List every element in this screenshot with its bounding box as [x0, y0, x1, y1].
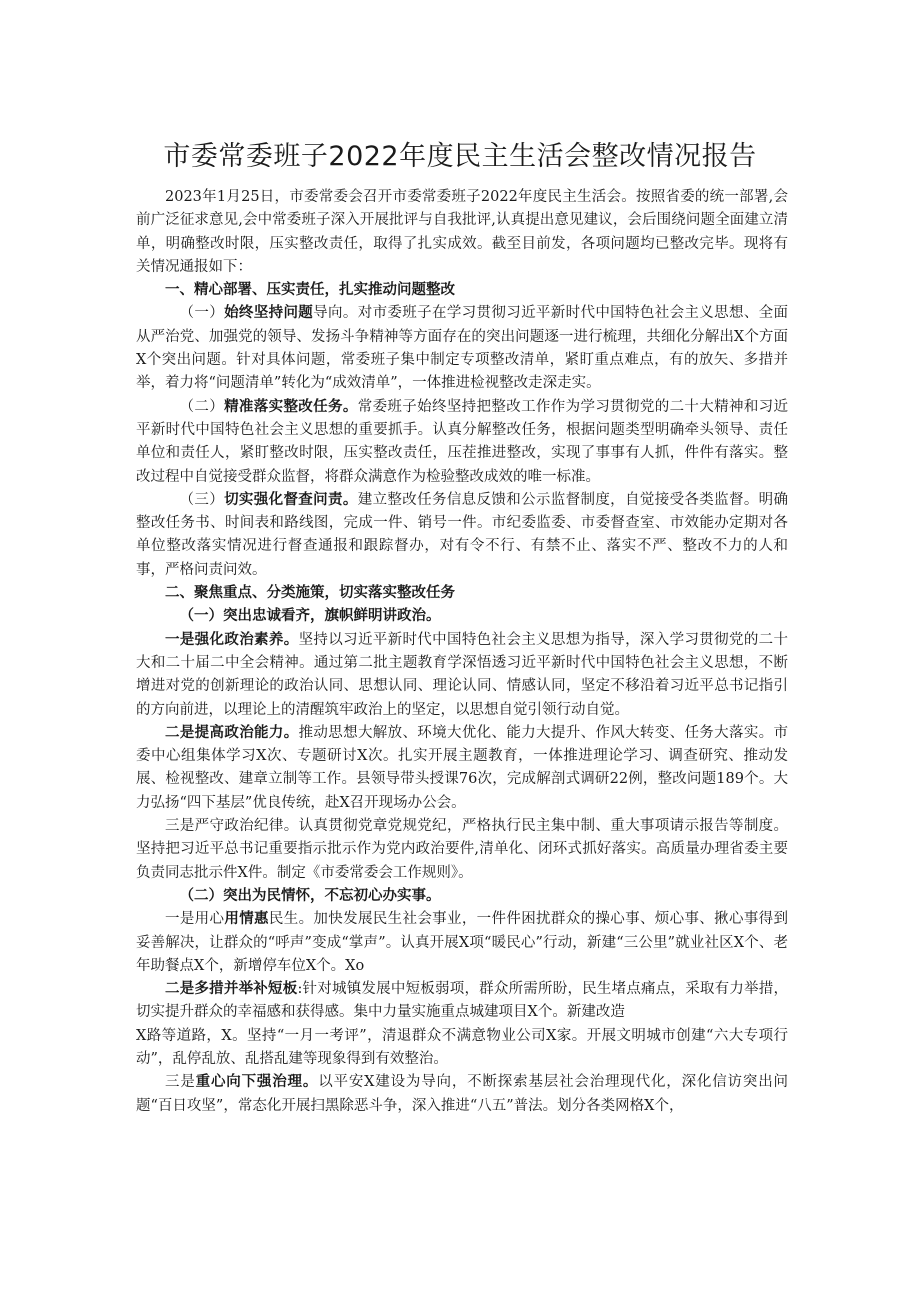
paragraph-lead: 一是强化政治素养。	[165, 631, 299, 648]
paragraph-text: 推动思想大解放、环境大优化、能力大提升、作风大转变、任务大落实。市委中心组集体学习X次、专题研讨X次。扎实开展主题教育，一体推进理论学习、调查研究、推动发展、检视整改、建章立制等工作。县领导带头授课76次，完成解剖式调研22例，整改问题189个。大力弘扬“四下基层”优良传统，赴X召开现场办公会。	[136, 724, 789, 811]
section-heading-1: 一、精心部署、压实责任，扎实推动问题整改	[165, 282, 455, 299]
paragraph-2-1-c: 三是严守政治纪律。认真贯彻党章党规党纪，严格执行民主集中制、重大事项请示报告等制度。坚持把习近平总书记重要指示批示作为党内政治要件,清单化、闭环式抓好落实。高质量办理省委主要负责同志批示件X件。制定《市委常委会工作规则》。	[136, 818, 788, 881]
paragraph-prefix: （二）	[179, 398, 225, 415]
paragraph-text: 坚持以习近平新时代中国特色社会主义思想为指导，深入学习贯彻党的二十大和二十届二中全会精神。通过第二批主题教育学深悟透习近平新时代中国特色社会主义思想，不断增进对党的创新理论的政治认同、思想认同、理论认同、情感认同，坚定不移沿着习近平总书记指引的方向前进，以理论上的清醒筑牢政治上的坚定，以思想自觉引领行动自觉。	[136, 631, 789, 718]
paragraph-prefix: （三）	[179, 491, 225, 508]
paragraph-lead: 精准落实整改任务。	[224, 398, 358, 415]
subsection-heading-2-1: （一）突出忠诚看齐，旗帜鲜明讲政治。	[179, 608, 441, 625]
paragraph-lead: 二是多措并举补短板	[165, 981, 298, 998]
paragraph-text: 以平安X建设为导向，不断探索基层社会治理现代化，深化信访突出问题“百日攻坚”，常态化开展扫黑除恶斗争，深入推进“八五”普法。划分各类网格X个，	[136, 1074, 789, 1114]
paragraph-prefix: 三是	[165, 1074, 196, 1091]
paragraph-text: 常委班子始终坚持把整改工作作为学习贯彻党的二十大精神和习近平新时代中国特色社会主义思想的重要抓手。认真分解整改任务，根据问题类型明确牵头领导、责任单位和责任人，紧盯整改时限，压实整改责任，压茬推进整改，实现了事事有人抓，件件有落实。整改过程中自觉接受群众监督，将群众满意作为检验整改成效的唯一标准。	[136, 398, 789, 485]
section-heading-2: 二、聚焦重点、分类施策，切实落实整改任务	[165, 585, 455, 602]
paragraph-2-1-a	[136, 629, 788, 722]
intro-paragraph: 2023年1月25日，市委常委会召开市委常委班子2022年度民主生活会。按照省委的统一部署,会前广泛征求意见,会中常委班子深入开展批评与自我批评,认真提出意见建议，会后围绕问题全面建立清单，明确整改时限，压实整改责任，取得了扎实成效。截至目前发，各项问题均已整改完毕。现将有关情况通报如下：	[136, 189, 788, 275]
paragraph-2-2-d	[136, 908, 788, 978]
paragraph-2-2-f	[136, 1071, 788, 1118]
paragraph-lead: 重心向下强治理。	[195, 1074, 319, 1091]
paragraph-prefix: （一）	[179, 305, 225, 322]
paragraph-text: 民生。加快发展民生社会事业，一件件困扰群众的操心事、烦心事、揪心事得到妥善解决，让群众的“呼声”变成“掌声”。认真开展X项“暖民心”行动，新建“三公里”就业社区X个、老年助餐点X个，新增停车位X个。Xo	[136, 911, 789, 974]
paragraph-1-3	[136, 489, 788, 582]
paragraph-lead: 二是提高政治能力。	[165, 724, 299, 741]
paragraph-lead: 切实强化督查问责。	[224, 491, 358, 508]
paragraph-text: 建立整改任务信息反馈和公示监督制度，自觉接受各类监督。明确整改任务书、时间表和路线图，完成一件、销号一件。市纪委监委、市委督查室、市效能办定期对各单位整改落实情况进行督查通报和跟踪督办，对有令不行、有禁不止、落实不严、整改不力的人和事，严格问责问效。	[136, 491, 789, 578]
paragraph-2-2-e	[136, 978, 788, 1025]
paragraph-lead: 始终坚持问题	[224, 305, 314, 322]
paragraph-text: :针对城镇发展中短板弱项，群众所需所盼，民生堵点痛点，采取有力举措，切实提升群众的幸福感和获得感。集中力量实施重点城建项目X个。新建改造	[136, 981, 788, 1021]
paragraph-1-2	[136, 396, 788, 489]
subsection-heading-2-2: （二）突出为民情怀，不忘初心办实事。	[179, 887, 441, 904]
paragraph-1-1	[136, 302, 788, 395]
document-body	[136, 186, 788, 1118]
paragraph-text: 导向。对市委班子在学习贯彻习近平新时代中国特色社会主义思想、全面从严治党、加强党的领导、发扬斗争精神等方面存在的突出问题逐一进行梳理，共细化分解出X个方面X个突出问题。针对具体问题，常委班子集中制定专项整改清单，紧盯重点难点，有的放矢、多措并举，着力将“问题清单”转化为“成效清单”，一体推进检视整改走深走实。	[136, 305, 789, 392]
document-title: 市委常委班子2022年度民主生活会整改情况报告	[163, 141, 757, 172]
paragraph-2-2-e-continued: X路等道路，X。坚持“一月一考评”，清退群众不满意物业公司X家。开展文明城市创建“六大专项行动”，乱停乱放、乱搭乱建等现象得到有效整治。	[136, 1027, 788, 1067]
paragraph-2-1-b	[136, 722, 788, 815]
paragraph-lead: 用情惠	[224, 911, 269, 928]
paragraph-prefix: 一是用心	[165, 911, 225, 928]
